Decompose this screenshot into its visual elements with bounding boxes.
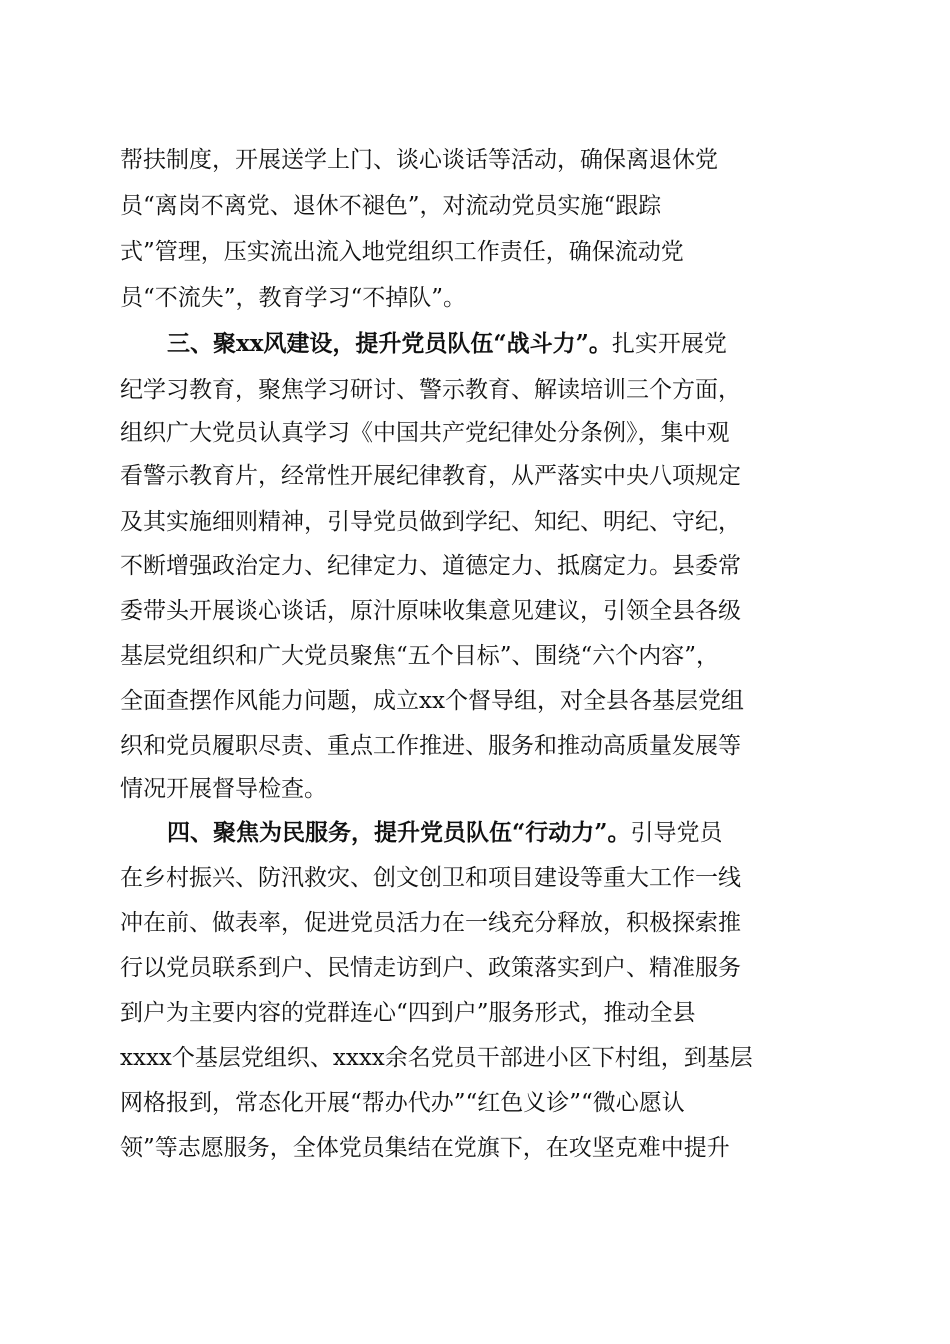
paragraph-line: 织和党员履职尽责、重点工作推进、服务和推动高质量发展等: [120, 733, 741, 759]
section-three-first-line: [167, 329, 825, 359]
paragraph-line: 纪学习教育，聚焦学习研讨、警示教育、解读培训三个方面，: [120, 377, 741, 403]
paragraph-line: 行以党员联系到户、民情走访到户、政策落实到户、精准服务: [120, 955, 741, 981]
paragraph-line: 冲在前、做表率，促进党员活力在一线充分释放，积极探索推: [120, 910, 741, 936]
paragraph-text: 扎实开展党: [611, 331, 727, 357]
paragraph-line: 领”等志愿服务，全体党员集结在党旗下，在攻坚克难中提升: [120, 1135, 730, 1161]
section-four-heading: 四、聚焦为民服务，提升党员队伍“行动力”。: [167, 819, 631, 846]
paragraph-line: 情况开展督导检查。: [120, 776, 327, 802]
paragraph-line: xxxx个基层党组织、xxxx余名党员干部进小区下村组，到基层: [120, 1045, 753, 1071]
paragraph-line: 帮扶制度，开展送学上门、谈心谈话等活动，确保离退休党: [120, 147, 718, 173]
paragraph-line: 在乡村振兴、防汛救灾、创文创卫和项目建设等重大工作一线: [120, 865, 741, 891]
paragraph-line: 及其实施细则精神，引导党员做到学纪、知纪、明纪、守纪，: [120, 509, 741, 535]
paragraph-line: 委带头开展谈心谈话，原汁原味收集意见建议，引领全县各级: [120, 598, 741, 624]
paragraph-line: 到户为主要内容的党群连心“四到户”服务形式，推动全县: [120, 1000, 696, 1026]
paragraph-line: 不断增强政治定力、纪律定力、道德定力、抵腐定力。县委常: [120, 553, 741, 579]
paragraph-line: 基层党组织和广大党员聚焦“五个目标”、围绕“六个内容”，: [120, 643, 720, 669]
paragraph-line: 式”管理，压实流出流入地党组织工作责任，确保流动党: [120, 239, 684, 265]
paragraph-line: 全面查摆作风能力问题，成立xx个督导组，对全县各基层党组: [120, 688, 744, 714]
paragraph-line: 组织广大党员认真学习《中国共产党纪律处分条例》，集中观: [120, 420, 730, 446]
section-four-first-line: [167, 818, 825, 848]
paragraph-line: 看警示教育片，经常性开展纪律教育，从严落实中央八项规定: [120, 463, 741, 489]
paragraph-line: 员“离岗不离党、退休不褪色”，对流动党员实施“跟踪: [120, 193, 662, 219]
paragraph-line: 网格报到，常态化开展“帮办代办”“红色义诊”“微心愿认: [120, 1090, 685, 1116]
section-three-heading: 三、聚xx风建设，提升党员队伍“战斗力”。: [167, 330, 612, 357]
paragraph-line: 员“不流失”，教育学习“不掉队”。: [120, 285, 467, 311]
paragraph-text: 引导党员: [630, 820, 723, 846]
